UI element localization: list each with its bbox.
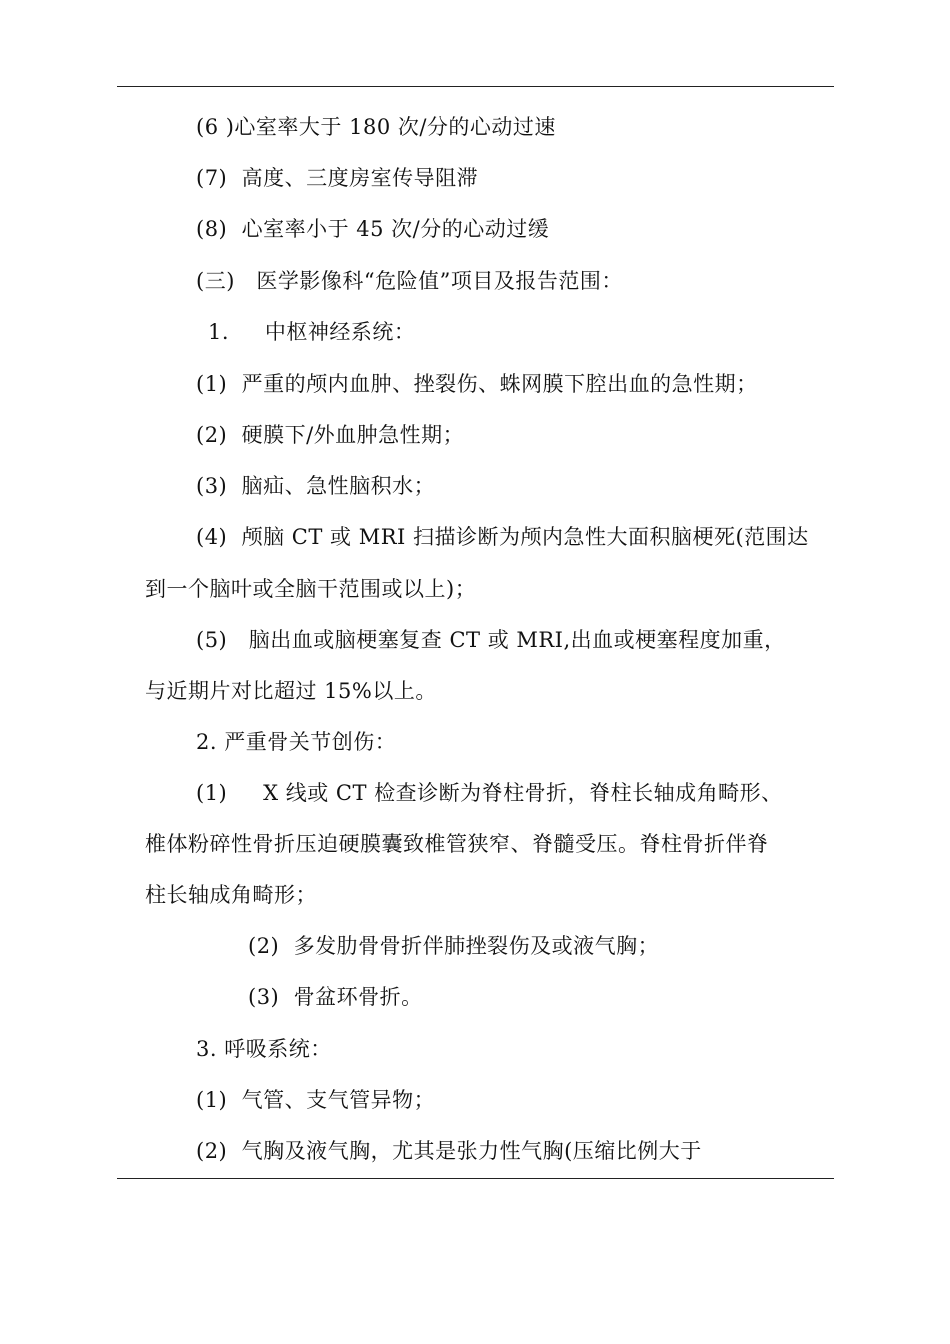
text-line-7: (2) 硬膜下/外血肿急性期； — [196, 423, 465, 447]
subheading-bone-joint: 2. 严重骨关节创伤： — [196, 730, 397, 754]
text-line-6: (1) 严重的颅内血肿、挫裂伤、蛛网膜下腔出血的急性期； — [196, 372, 758, 396]
text-line-1: (6 )心室率大于 180 次/分的心动过速 — [196, 115, 556, 139]
text-line-3: (8) 心室率小于 45 次/分的心动过缓 — [196, 217, 550, 241]
section-heading-imaging: (三) 医学影像科“危险值”项目及报告范围： — [196, 269, 623, 293]
text-line-21: (2) 气胸及液气胸，尤其是张力性气胸(压缩比例大于 — [196, 1139, 702, 1163]
header-rule — [117, 86, 834, 87]
text-line-15: 椎体粉碎性骨折压迫硬膜囊致椎管狭窄、脊髓受压。脊柱骨折伴脊 — [145, 832, 769, 856]
text-line-2: (7) 高度、三度房室传导阻滞 — [196, 166, 479, 190]
text-line-16: 柱长轴成角畸形； — [145, 883, 317, 907]
subheading-nervous-system: 1. 中枢神经系统： — [208, 320, 416, 344]
subheading-respiratory: 3. 呼吸系统： — [196, 1037, 332, 1061]
text-line-10: 到一个脑叶或全脑干范围或以上)； — [145, 577, 477, 601]
text-line-14: (1) X 线或 CT 检查诊断为脊柱骨折，脊柱长轴成角畸形、 — [196, 781, 783, 805]
text-line-8: (3) 脑疝、急性脑积水； — [196, 474, 436, 498]
footer-rule — [117, 1178, 834, 1179]
text-line-11: (5) 脑出血或脑梗塞复查 CT 或 MRI,出血或梗塞程度加重， — [196, 628, 786, 652]
text-line-18: (3) 骨盆环骨折。 — [248, 985, 423, 1009]
text-line-9: (4) 颅脑 CT 或 MRI 扫描诊断为颅内急性大面积脑梗死(范围达 — [196, 525, 809, 549]
text-line-12: 与近期片对比超过 15%以上。 — [145, 679, 437, 703]
text-line-20: (1) 气管、支气管异物； — [196, 1088, 436, 1112]
text-line-17: (2) 多发肋骨骨折伴肺挫裂伤及或液气胸； — [248, 934, 660, 958]
